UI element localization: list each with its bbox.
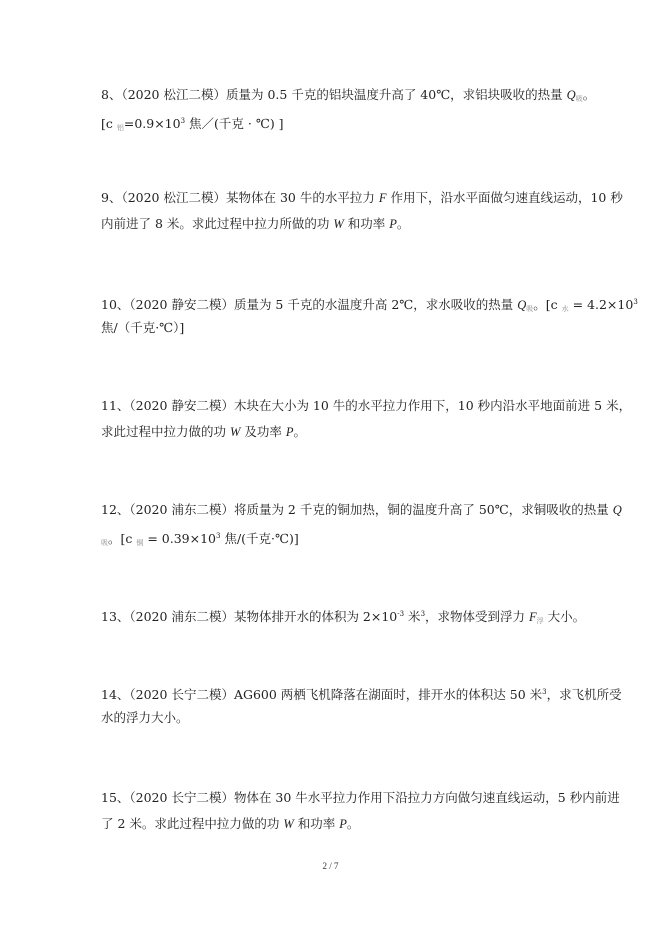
question-11-line-2: 求此过程中拉力做的功 W 及功率 P。 xyxy=(101,424,307,439)
question-14-line-1: 14、（2020 长宁二模）AG600 两栖飞机降落在湖面时，排开水的体积达 50 米$^3$，求飞机所受 xyxy=(101,687,622,702)
question-10-line-2: 焦/（千克·℃）] xyxy=(101,320,185,335)
page-number: 2 / 7 xyxy=(322,861,339,871)
question-14-line-2: 水的浮力大小。 xyxy=(101,710,189,725)
question-12-line-2: $_吸$。[c $_铜 = 0.39\times 10^3$ 焦/(千克·℃)] xyxy=(101,531,299,547)
question-9-line-2: 内前进了 8 米。求此过程中拉力所做的功 W 和功率 P。 xyxy=(101,216,410,231)
question-15-line-1: 15、（2020 长宁二模）物体在 30 牛水平拉力作用下沿拉力方向做匀速直线运动，5 秒内前进 xyxy=(101,790,620,805)
question-10-line-1: 10、（2020 静安二模）质量为 5 千克的水温度升高 2℃，求水吸收的热量 $Q_吸$。[c $_水 = 4.2\times 10^3$ xyxy=(101,297,638,313)
question-12-line-1: 12、（2020 浦东二模）将质量为 2 千克的铜加热，铜的温度升高了 50℃，求铜吸收的热量 Q xyxy=(101,502,622,517)
question-8-line-1: 8、（2020 松江二模）质量为 0.5 千克的铝块温度升高了 40℃，求铝块吸收的热量 $Q_吸$。 xyxy=(101,87,596,103)
question-9-line-1: 9、（2020 松江二模）某物体在 30 牛的水平拉力 F 作用下，沿水平面做匀速直线运动，10 秒 xyxy=(101,190,623,205)
question-13-line-1: 13、（2020 浦东二模）某物体排开水的体积为 $2\times 10^{-3}$ 米$^3$，求物体受到浮力 $F_浮$ 大小。 xyxy=(101,609,586,625)
question-8-line-2: [c $_铝=0.9\times 10^3$ 焦／(千克 · ℃) ] xyxy=(101,116,284,132)
question-15-line-2: 了 2 米。求此过程中拉力做的功 W 和功率 P。 xyxy=(101,816,360,831)
question-11-line-1: 11、（2020 静安二模）木块在大小为 10 牛的水平拉力作用下，10 秒内沿水平地面前进 5 米， xyxy=(101,398,632,413)
